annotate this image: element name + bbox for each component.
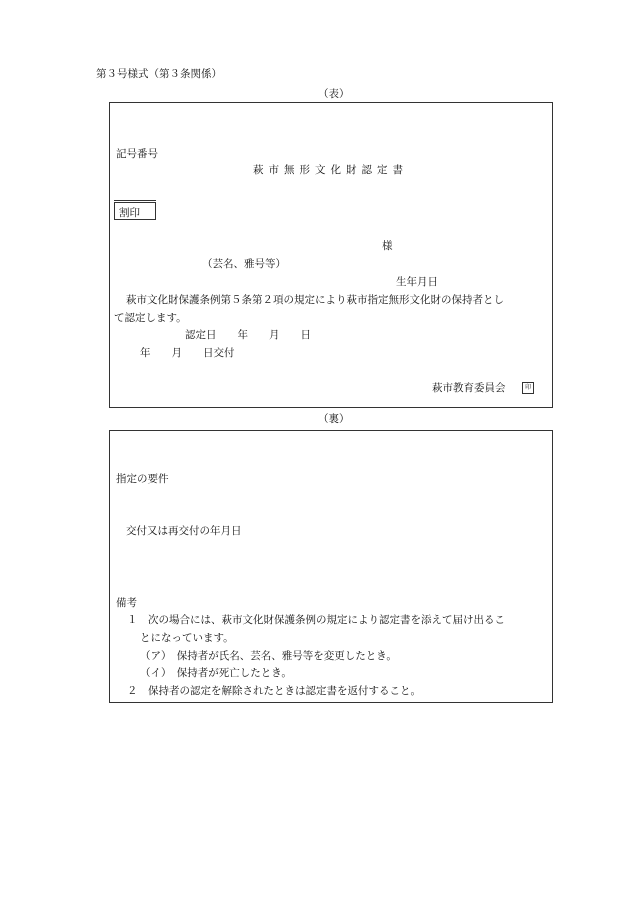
note-2: ２ 保持者の認定を解除されたときは認定書を返付すること。 bbox=[127, 685, 421, 697]
note-1-a: （ア） 保持者が氏名、芸名、雅号等を変更したとき。 bbox=[140, 650, 397, 662]
official-seal-icon: 印 bbox=[522, 382, 534, 394]
certification-date: 認定日 年 月 日 bbox=[185, 329, 311, 341]
issue-date: 年 月 日交付 bbox=[140, 347, 235, 359]
record-number-label: 記号番号 bbox=[116, 148, 158, 160]
back-side-label: （裏） bbox=[318, 413, 350, 425]
notes-heading: 備考 bbox=[116, 597, 137, 609]
requirements-label: 指定の要件 bbox=[116, 473, 169, 485]
split-seal-box bbox=[114, 202, 156, 220]
split-seal-line bbox=[114, 200, 156, 201]
form-number: 第３号様式（第３条関係） bbox=[96, 68, 222, 80]
issuer-name: 萩市教育委員会 bbox=[432, 382, 506, 394]
certificate-body-line1: 萩市文化財保護条例第５条第２項の規定により萩市指定無形文化財の保持者とし bbox=[126, 294, 504, 306]
certificate-body-line2: て認定します。 bbox=[114, 312, 187, 324]
note-1-line2: とになっています。 bbox=[140, 632, 234, 644]
front-certificate-box bbox=[109, 102, 553, 408]
front-side-label: （表） bbox=[318, 88, 350, 100]
birth-date-label: 生年月日 bbox=[396, 276, 438, 288]
honorific: 様 bbox=[382, 240, 393, 252]
note-1-b: （イ） 保持者が死亡したとき。 bbox=[140, 667, 292, 679]
issue-reissue-date-label: 交付又は再交付の年月日 bbox=[126, 525, 242, 537]
issuer-line bbox=[432, 382, 534, 395]
art-name-label: （芸名、雅号等） bbox=[202, 258, 286, 270]
certificate-title: 萩市無形文化財認定書 bbox=[253, 164, 408, 176]
note-1-line1: １ 次の場合には、萩市文化財保護条例の規定により認定書を添えて届け出るこ bbox=[127, 614, 505, 626]
split-seal-label: 割印 bbox=[119, 207, 140, 219]
